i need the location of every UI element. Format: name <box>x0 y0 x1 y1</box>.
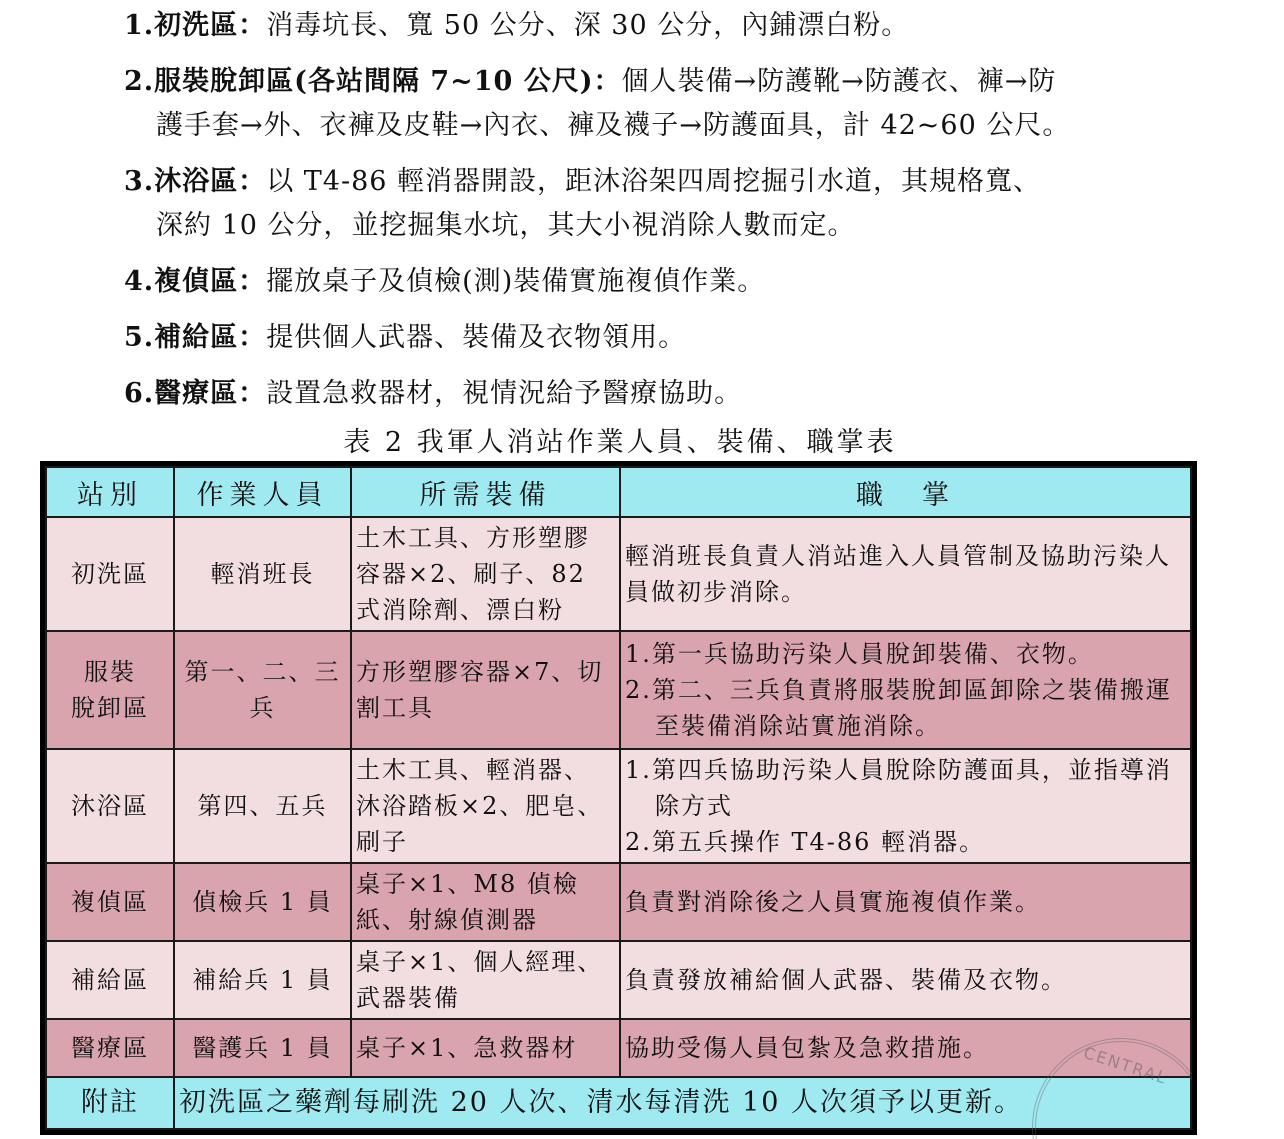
library-stamp <box>1012 1030 1192 1139</box>
staff-cell: 第一、二、三 兵 <box>174 631 351 749</box>
station-cell: 服裝 脫卸區 <box>46 631 174 749</box>
item-continuation: 護手套→外、衣褲及皮鞋→內衣、褲及襪子→防護面具，計 42~60 公尺。 <box>156 110 1071 141</box>
note-text: 初洗區之藥劑每刷洗 20 人次、清水每清洗 10 人次須予以更新。 <box>174 1077 1191 1129</box>
header-duties: 職 掌 <box>620 467 1191 517</box>
header-staff: 作業人員 <box>174 467 351 517</box>
list-item-5 <box>124 316 1204 360</box>
station-cell: 醫療區 <box>46 1019 174 1077</box>
list-item-4 <box>124 260 1204 304</box>
table-row <box>46 631 1191 749</box>
item-text: 以 T4-86 輕消器開設，距沐浴架四周挖掘引水道，其規格寬、 <box>266 166 1042 197</box>
duties-cell: 負責發放補給個人武器、裝備及衣物。 <box>620 941 1191 1019</box>
list-item-3 <box>124 160 1204 248</box>
equipment-cell: 土木工具、方形塑膠容器×2、刷子、82 式消除劑、漂白粉 <box>351 517 620 631</box>
numbered-list <box>124 4 1204 428</box>
equipment-cell: 土木工具、輕消器、沐浴踏板×2、肥皂、刷子 <box>351 749 620 863</box>
header-equipment: 所需裝備 <box>351 467 620 517</box>
list-item-2 <box>124 60 1204 148</box>
item-heading: 5.補給區： <box>124 322 267 353</box>
header-station: 站別 <box>46 467 174 517</box>
item-text: 設置急救器材，視情況給予醫療協助。 <box>266 378 743 409</box>
table-caption: 表 2 我軍人消站作業人員、裝備、職掌表 <box>343 427 897 458</box>
item-text: 提供個人武器、裝備及衣物領用。 <box>266 322 687 353</box>
duties-cell: 負責對消除後之人員實施複偵作業。 <box>620 863 1191 941</box>
table-row <box>46 517 1191 631</box>
item-heading: 3.沐浴區： <box>124 166 267 197</box>
duties-cell: 輕消班長負責人消站進入人員管制及協助污染人員做初步消除。 <box>620 517 1191 631</box>
equipment-cell: 桌子×1、M8 偵檢紙、射線偵測器 <box>351 863 620 941</box>
item-text: 擺放桌子及偵檢(測)裝備實施複偵作業。 <box>266 266 766 297</box>
equipment-cell: 方形塑膠容器×7、切割工具 <box>351 631 620 749</box>
list-item-6 <box>124 372 1204 416</box>
staff-cell: 補給兵 1 員 <box>174 941 351 1019</box>
item-continuation: 深約 10 公分，並挖掘集水坑，其大小視消除人數而定。 <box>156 210 856 241</box>
table-header-row <box>46 467 1191 517</box>
item-text: 個人裝備→防護靴→防護衣、褲→防 <box>621 66 1057 97</box>
table-row <box>46 749 1191 863</box>
item-heading: 2.服裝脫卸區(各站間隔 7~10 公尺)： <box>124 66 622 97</box>
duties-cell: 協助受傷人員包紮及急救措施。 <box>620 1019 1191 1077</box>
station-cell: 沐浴區 <box>46 749 174 863</box>
station-cell: 補給區 <box>46 941 174 1019</box>
equipment-cell: 桌子×1、個人經理、武器裝備 <box>351 941 620 1019</box>
item-text: 消毒坑長、寬 50 公分、深 30 公分，內鋪漂白粉。 <box>266 10 910 41</box>
staff-cell: 醫護兵 1 員 <box>174 1019 351 1077</box>
item-heading: 6.醫療區： <box>124 378 267 409</box>
station-cell: 初洗區 <box>46 517 174 631</box>
duties-cell: 1.第一兵協助污染人員脫卸裝備、衣物。 2.第二、三兵負責將服裝脫卸區卸除之裝備搬運至裝備消除站實施消除。 <box>620 631 1191 749</box>
table-row <box>46 863 1191 941</box>
equipment-cell: 桌子×1、急救器材 <box>351 1019 620 1077</box>
item-heading: 4.複偵區： <box>124 266 267 297</box>
station-cell: 複偵區 <box>46 863 174 941</box>
duties-cell: 1.第四兵協助污染人員脫除防護面具，並指導消除方式 2.第五兵操作 T4-86 輕消器。 <box>620 749 1191 863</box>
table-row <box>46 941 1191 1019</box>
note-label: 附註 <box>46 1077 174 1129</box>
staff-cell: 輕消班長 <box>174 517 351 631</box>
staff-cell: 第四、五兵 <box>174 749 351 863</box>
list-item-1 <box>124 4 1204 48</box>
staff-cell: 偵檢兵 1 員 <box>174 863 351 941</box>
stamp-text: CENTRAL <box>1081 1042 1171 1089</box>
item-heading: 1.初洗區： <box>124 10 267 41</box>
